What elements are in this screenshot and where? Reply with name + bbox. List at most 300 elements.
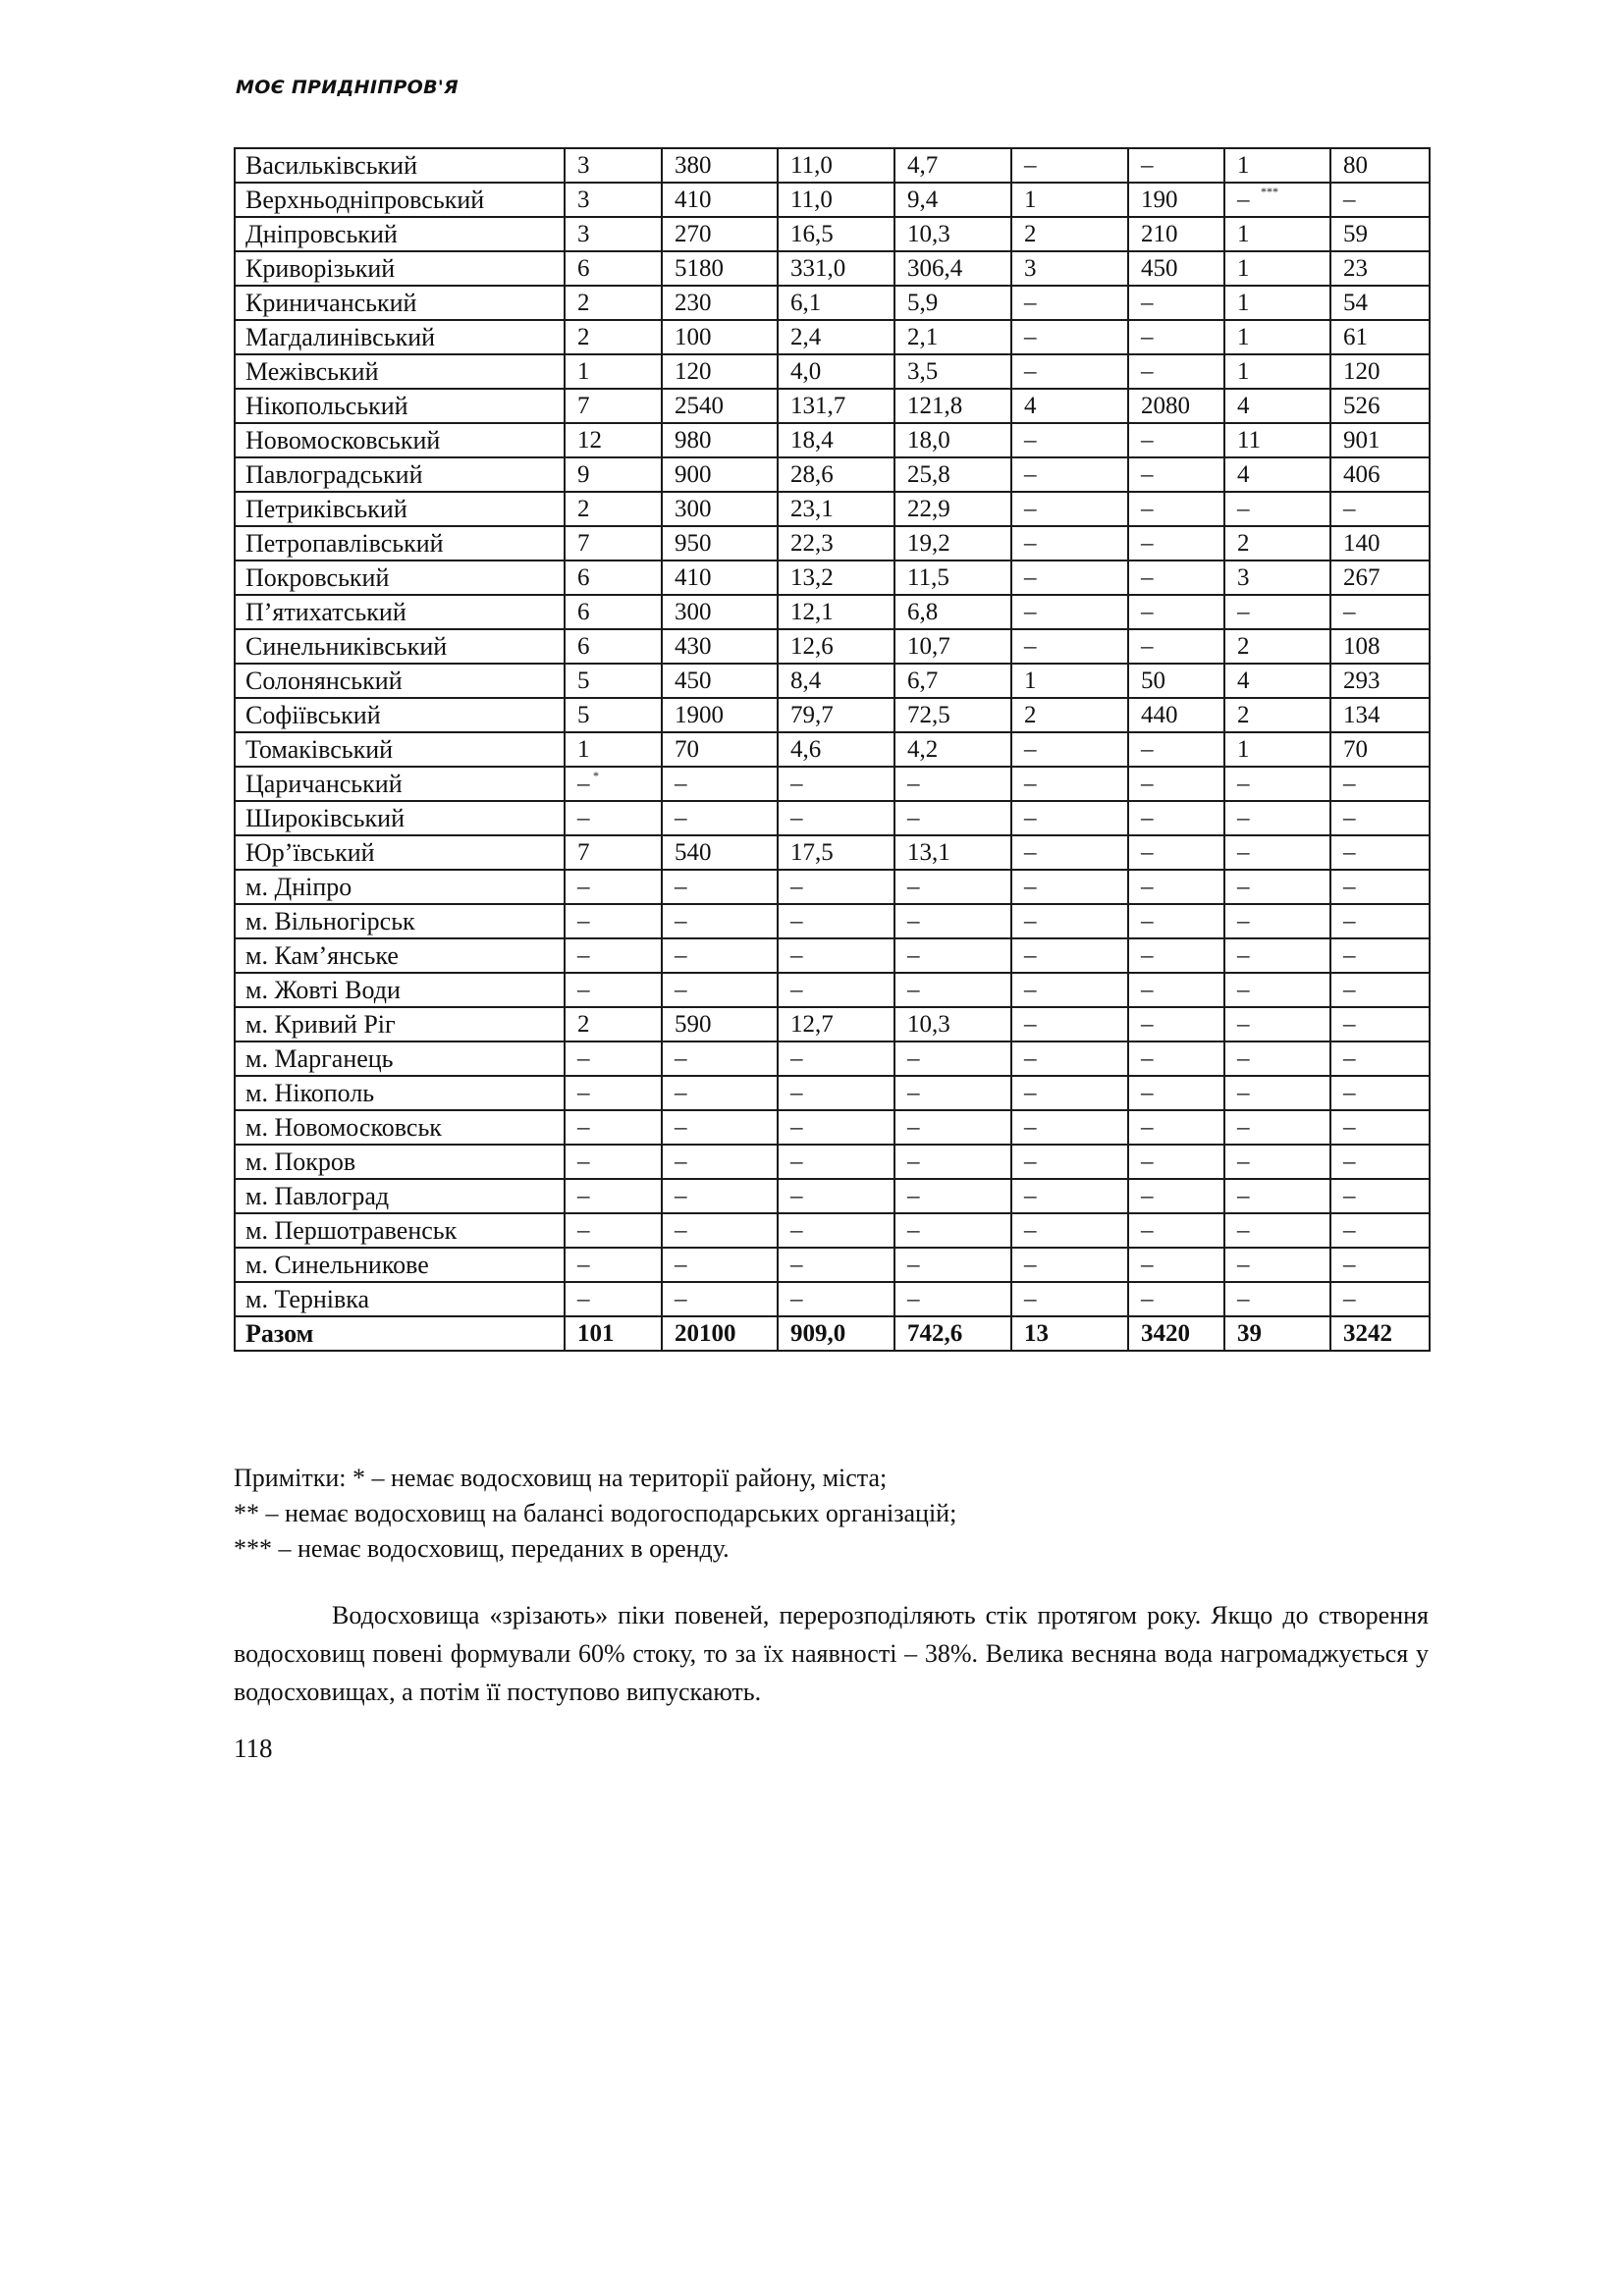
table-cell: – [1128, 492, 1224, 526]
table-cell: – [894, 1213, 1011, 1248]
table-cell: 1 [1224, 320, 1330, 354]
table-cell: 3420 [1128, 1316, 1224, 1351]
table-cell: – [1330, 1248, 1430, 1282]
table-cell: 10,3 [894, 217, 1011, 251]
table-cell: 39 [1224, 1316, 1330, 1351]
table-cell: – [1128, 1248, 1224, 1282]
table-cell: – [1011, 870, 1128, 904]
table-row [235, 904, 1430, 938]
table-cell: – [1011, 1282, 1128, 1316]
table-cell-name: Широківський [235, 801, 565, 835]
table-cell: – [1128, 1213, 1224, 1248]
table-cell: 6,8 [894, 595, 1011, 629]
table-cell: – [1011, 1076, 1128, 1110]
table-cell: – [894, 1282, 1011, 1316]
table-cell: – [565, 973, 662, 1007]
table-cell: – [662, 801, 778, 835]
table-cell: 2080 [1128, 389, 1224, 423]
table-cell: – [662, 904, 778, 938]
table-row [235, 1248, 1430, 1282]
table-cell: – [778, 1145, 894, 1179]
table-cell-name: м. Кам’янське [235, 938, 565, 973]
table-row [235, 354, 1430, 389]
table-cell: – [778, 1110, 894, 1145]
table-cell: – [1011, 492, 1128, 526]
table-cell: – [1224, 492, 1330, 526]
table-cell: – [1128, 1041, 1224, 1076]
table-cell: – *** [1224, 183, 1330, 217]
table-cell: – [1330, 1179, 1430, 1213]
table-cell: 140 [1330, 526, 1430, 561]
table-cell: – [1011, 1041, 1128, 1076]
table-cell: – [778, 1248, 894, 1282]
table-cell: – * [565, 767, 662, 801]
table-cell: 2 [1011, 698, 1128, 732]
table-cell: 7 [565, 389, 662, 423]
table-cell: – [1128, 457, 1224, 492]
table-cell: – [1330, 492, 1430, 526]
table-cell: 4,6 [778, 732, 894, 767]
table-cell: – [565, 1179, 662, 1213]
table-cell: – [565, 938, 662, 973]
table-cell: 190 [1128, 183, 1224, 217]
table-row [235, 664, 1430, 698]
table-cell: 590 [662, 1007, 778, 1041]
table-row [235, 526, 1430, 561]
table-cell: 4 [1011, 389, 1128, 423]
table-cell: 1 [1011, 183, 1128, 217]
table-cell: – [1128, 595, 1224, 629]
table-cell: – [1128, 1179, 1224, 1213]
table-cell: – [1011, 904, 1128, 938]
table-cell: – [662, 938, 778, 973]
table-cell: 1 [1224, 148, 1330, 183]
table-cell: – [1128, 286, 1224, 320]
table-cell: – [1128, 320, 1224, 354]
table-cell: 4 [1224, 389, 1330, 423]
table-cell: 540 [662, 835, 778, 870]
table-cell: – [662, 870, 778, 904]
table-cell: – [778, 1213, 894, 1248]
table-cell: 6 [565, 595, 662, 629]
table-cell-name: Синельниківський [235, 629, 565, 664]
table-cell: – [1128, 148, 1224, 183]
table-cell: 1 [565, 732, 662, 767]
table-cell: – [1330, 1213, 1430, 1248]
table-cell: – [662, 1076, 778, 1110]
table-cell: 12,6 [778, 629, 894, 664]
table-cell: – [894, 973, 1011, 1007]
table-row [235, 801, 1430, 835]
table-cell: 440 [1128, 698, 1224, 732]
table-cell: 1 [1224, 286, 1330, 320]
table-cell: 101 [565, 1316, 662, 1351]
table-cell: 406 [1330, 457, 1430, 492]
table-cell-name: Разом [235, 1316, 565, 1351]
table-cell: – [565, 1110, 662, 1145]
table-cell: – [662, 1179, 778, 1213]
table-cell: – [894, 1041, 1011, 1076]
table-cell-name: м. Вільногірськ [235, 904, 565, 938]
table-cell: 6 [565, 629, 662, 664]
table-cell: – [778, 767, 894, 801]
table-cell: – [894, 1076, 1011, 1110]
table-row [235, 1282, 1430, 1316]
table-cell: – [778, 1282, 894, 1316]
table-cell: 6,7 [894, 664, 1011, 698]
table-cell: 210 [1128, 217, 1224, 251]
table-cell: 17,5 [778, 835, 894, 870]
table-cell: 900 [662, 457, 778, 492]
table-cell: 54 [1330, 286, 1430, 320]
table-cell: 2 [565, 1007, 662, 1041]
table-cell: 3 [565, 217, 662, 251]
table-cell: – [1330, 801, 1430, 835]
table-cell: – [1330, 1110, 1430, 1145]
table-cell: – [1224, 973, 1330, 1007]
table-cell: 11,5 [894, 561, 1011, 595]
table-cell: 2 [565, 492, 662, 526]
table-cell: 70 [1330, 732, 1430, 767]
table-cell: – [1011, 526, 1128, 561]
table-cell: – [662, 1213, 778, 1248]
table-cell: 380 [662, 148, 778, 183]
table-cell: – [1128, 973, 1224, 1007]
table-cell: – [1128, 1282, 1224, 1316]
table-cell-name: м. Кривий Ріг [235, 1007, 565, 1041]
table-cell: – [1011, 938, 1128, 973]
table-cell: 980 [662, 423, 778, 457]
table-cell: 25,8 [894, 457, 1011, 492]
table-cell: 18,4 [778, 423, 894, 457]
table-cell-name: м. Марганець [235, 1041, 565, 1076]
table-cell: 11 [1224, 423, 1330, 457]
table-cell: – [1224, 1076, 1330, 1110]
table-cell: 59 [1330, 217, 1430, 251]
table-cell: – [1128, 526, 1224, 561]
table-cell: – [1128, 354, 1224, 389]
table-cell: – [1330, 973, 1430, 1007]
table-cell: – [662, 767, 778, 801]
table-cell: – [662, 973, 778, 1007]
table-cell: 70 [662, 732, 778, 767]
table-cell: 3 [1224, 561, 1330, 595]
table-cell-name: Межівський [235, 354, 565, 389]
table-cell-name: м. Павлоград [235, 1179, 565, 1213]
body-paragraph: Водосховища «зрізають» піки повеней, перерозподіляють стік протягом року. Якщо до створення водосховищ повені формували 60% стоку, то за їх наявності – 38%. Велика весняна вода нагромаджується у водосховищах, а потім її поступово випускають. [234, 1601, 1429, 1706]
table-cell-name: Софіївський [235, 698, 565, 732]
table-cell: 10,3 [894, 1007, 1011, 1041]
table-row [235, 698, 1430, 732]
table-cell: – [1011, 320, 1128, 354]
table-cell: – [1224, 1179, 1330, 1213]
table-cell-name: м. Нікополь [235, 1076, 565, 1110]
table-cell: – [1330, 595, 1430, 629]
table-cell-name: Царичанський [235, 767, 565, 801]
table-cell-name: м. Жовті Води [235, 973, 565, 1007]
table-cell: 4,2 [894, 732, 1011, 767]
table-cell: 3 [1011, 251, 1128, 286]
table-cell: – [1128, 629, 1224, 664]
table-cell: 131,7 [778, 389, 894, 423]
table-cell: 108 [1330, 629, 1430, 664]
running-head: МОЄ ПРИДНІПРОВ'Я [236, 77, 459, 98]
table-cell: – [1224, 1248, 1330, 1282]
table-cell: 9,4 [894, 183, 1011, 217]
table-cell-name: Покровський [235, 561, 565, 595]
table-cell: – [1011, 629, 1128, 664]
table-cell: – [662, 1248, 778, 1282]
table-cell-name: П’ятихатський [235, 595, 565, 629]
table-cell: – [1011, 423, 1128, 457]
table-cell: – [778, 938, 894, 973]
table-cell: – [1011, 457, 1128, 492]
table-cell: – [1128, 1110, 1224, 1145]
table-cell: – [1011, 561, 1128, 595]
table-cell: 293 [1330, 664, 1430, 698]
table-cell: – [1011, 286, 1128, 320]
table-row [235, 389, 1430, 423]
table-cell: 100 [662, 320, 778, 354]
table-cell-name: Магдалинівський [235, 320, 565, 354]
table-row [235, 1041, 1430, 1076]
table-cell: – [662, 1041, 778, 1076]
table-body [235, 148, 1430, 1351]
table-cell: 22,9 [894, 492, 1011, 526]
table-cell: – [1224, 595, 1330, 629]
notes [234, 1461, 1441, 1567]
table-row [235, 286, 1430, 320]
table-cell: – [1330, 904, 1430, 938]
table-cell-name: Криничанський [235, 286, 565, 320]
table-cell: 1 [1224, 354, 1330, 389]
table-cell: – [1128, 1007, 1224, 1041]
table-cell: 3 [565, 148, 662, 183]
table-cell: 3 [565, 183, 662, 217]
table-cell: – [1128, 904, 1224, 938]
table-cell: 1 [1224, 217, 1330, 251]
table-cell: 22,3 [778, 526, 894, 561]
table-cell: – [778, 1076, 894, 1110]
table-cell: – [1330, 1076, 1430, 1110]
table-cell: 6 [565, 251, 662, 286]
table-cell-name: м. Синельникове [235, 1248, 565, 1282]
table-cell: – [894, 767, 1011, 801]
table-cell: – [1011, 835, 1128, 870]
table-cell: – [894, 1248, 1011, 1282]
table-cell: – [1224, 870, 1330, 904]
table-cell: – [1224, 767, 1330, 801]
table-row [235, 1145, 1430, 1179]
table-cell: – [1224, 801, 1330, 835]
table-cell: 1900 [662, 698, 778, 732]
table-row [235, 1213, 1430, 1248]
table-cell: – [1224, 1145, 1330, 1179]
table-row [235, 148, 1430, 183]
table-cell: 79,7 [778, 698, 894, 732]
table-cell: – [1011, 801, 1128, 835]
table-cell: – [662, 1145, 778, 1179]
table-cell: 4,0 [778, 354, 894, 389]
table-cell: 2,4 [778, 320, 894, 354]
table-cell: – [1128, 767, 1224, 801]
reservoir-table [234, 147, 1431, 1352]
table-cell-name: Новомосковський [235, 423, 565, 457]
table-cell: 2 [565, 320, 662, 354]
table-cell: 267 [1330, 561, 1430, 595]
table-cell: 11,0 [778, 183, 894, 217]
table-cell: 12,7 [778, 1007, 894, 1041]
table-cell: – [1011, 732, 1128, 767]
table-cell: 909,0 [778, 1316, 894, 1351]
note-3: *** – немає водосховищ, переданих в оренду. [234, 1534, 730, 1563]
table-cell: – [565, 1041, 662, 1076]
table-cell: – [1128, 870, 1224, 904]
table-cell: – [1128, 561, 1224, 595]
table-cell: 410 [662, 561, 778, 595]
table-cell: – [565, 1248, 662, 1282]
table-cell: – [1011, 1248, 1128, 1282]
table-cell: – [1224, 1007, 1330, 1041]
table-cell: – [1011, 148, 1128, 183]
table-cell: – [565, 904, 662, 938]
table-cell: 5,9 [894, 286, 1011, 320]
table-cell: 11,0 [778, 148, 894, 183]
table-cell: – [565, 1076, 662, 1110]
table-cell: – [778, 904, 894, 938]
table-cell: – [1011, 1213, 1128, 1248]
table-cell: – [894, 938, 1011, 973]
table-cell: – [894, 801, 1011, 835]
table-cell: 300 [662, 492, 778, 526]
table-cell: 1 [565, 354, 662, 389]
table-cell: 3,5 [894, 354, 1011, 389]
table-cell: – [565, 801, 662, 835]
table-cell: 1 [1224, 732, 1330, 767]
table-row [235, 835, 1430, 870]
table-row [235, 938, 1430, 973]
table-cell: – [1011, 973, 1128, 1007]
table-row [235, 1110, 1430, 1145]
table-cell: – [1011, 1179, 1128, 1213]
table-cell: 331,0 [778, 251, 894, 286]
table-cell: – [1224, 904, 1330, 938]
table-cell: – [778, 973, 894, 1007]
table-row [235, 423, 1430, 457]
table-cell: – [1128, 1145, 1224, 1179]
table-cell: 12 [565, 423, 662, 457]
table-cell: 230 [662, 286, 778, 320]
table-cell-name: м. Дніпро [235, 870, 565, 904]
table-row [235, 320, 1430, 354]
table-cell: – [565, 1145, 662, 1179]
table-cell-name: Павлоградський [235, 457, 565, 492]
table-cell-name: м. Тернівка [235, 1282, 565, 1316]
table-cell: 7 [565, 526, 662, 561]
table-cell: – [894, 1110, 1011, 1145]
table-cell: – [894, 870, 1011, 904]
table-row [235, 1007, 1430, 1041]
table-cell: – [1330, 183, 1430, 217]
table-cell: – [778, 1179, 894, 1213]
note-2: ** – немає водосховищ на балансі водогосподарських організацій; [234, 1499, 957, 1527]
table-cell: 23 [1330, 251, 1430, 286]
table-cell: – [565, 1213, 662, 1248]
table-cell: – [778, 801, 894, 835]
table-cell: 2 [1224, 698, 1330, 732]
table-cell: 20100 [662, 1316, 778, 1351]
table-cell: – [1128, 938, 1224, 973]
table-cell: 80 [1330, 148, 1430, 183]
table-row [235, 629, 1430, 664]
table-cell-name: м. Покров [235, 1145, 565, 1179]
table-cell: 5180 [662, 251, 778, 286]
table-row [235, 217, 1430, 251]
table-cell: – [1330, 835, 1430, 870]
table-cell: 121,8 [894, 389, 1011, 423]
table-cell: – [1011, 1007, 1128, 1041]
note-1: Примітки: * – немає водосховищ на території району, міста; [234, 1464, 888, 1492]
table-row [235, 492, 1430, 526]
footnote-marker: *** [1261, 185, 1278, 198]
table-cell: – [1011, 354, 1128, 389]
table-cell: – [1330, 1041, 1430, 1076]
table-cell: – [1011, 1145, 1128, 1179]
table-cell-name: Томаківський [235, 732, 565, 767]
table-cell-name: Васильківський [235, 148, 565, 183]
table-cell: – [1224, 1110, 1330, 1145]
table-cell: 450 [662, 664, 778, 698]
table-cell: 306,4 [894, 251, 1011, 286]
table-row [235, 457, 1430, 492]
table-cell: – [1011, 1110, 1128, 1145]
table-cell: – [1128, 801, 1224, 835]
table-row [235, 1179, 1430, 1213]
table-cell: 4,7 [894, 148, 1011, 183]
table-cell: 6 [565, 561, 662, 595]
table-row [235, 732, 1430, 767]
table-cell: 18,0 [894, 423, 1011, 457]
table-cell: – [894, 1145, 1011, 1179]
table-cell: – [894, 904, 1011, 938]
table-cell: 13 [1011, 1316, 1128, 1351]
table-cell: – [1224, 1213, 1330, 1248]
table-cell: 12,1 [778, 595, 894, 629]
table-cell: 72,5 [894, 698, 1011, 732]
table-cell: 120 [1330, 354, 1430, 389]
table-cell-name: Петриківський [235, 492, 565, 526]
table-cell-name: м. Новомосковськ [235, 1110, 565, 1145]
table-cell: 5 [565, 698, 662, 732]
table-cell: 410 [662, 183, 778, 217]
table-cell: 134 [1330, 698, 1430, 732]
table-cell: – [1224, 1041, 1330, 1076]
table-cell: 300 [662, 595, 778, 629]
table-cell-name: Юр’ївський [235, 835, 565, 870]
table-cell: – [1128, 732, 1224, 767]
table-cell: 13,1 [894, 835, 1011, 870]
table-cell: 2540 [662, 389, 778, 423]
table-cell: – [1128, 423, 1224, 457]
table-cell: – [565, 870, 662, 904]
table-cell: 526 [1330, 389, 1430, 423]
table-total-row [235, 1316, 1430, 1351]
table-cell-name: м. Першотравенськ [235, 1213, 565, 1248]
table-cell-name: Криворізький [235, 251, 565, 286]
table-cell: 4 [1224, 457, 1330, 492]
table-cell: – [1011, 767, 1128, 801]
table-cell: 901 [1330, 423, 1430, 457]
